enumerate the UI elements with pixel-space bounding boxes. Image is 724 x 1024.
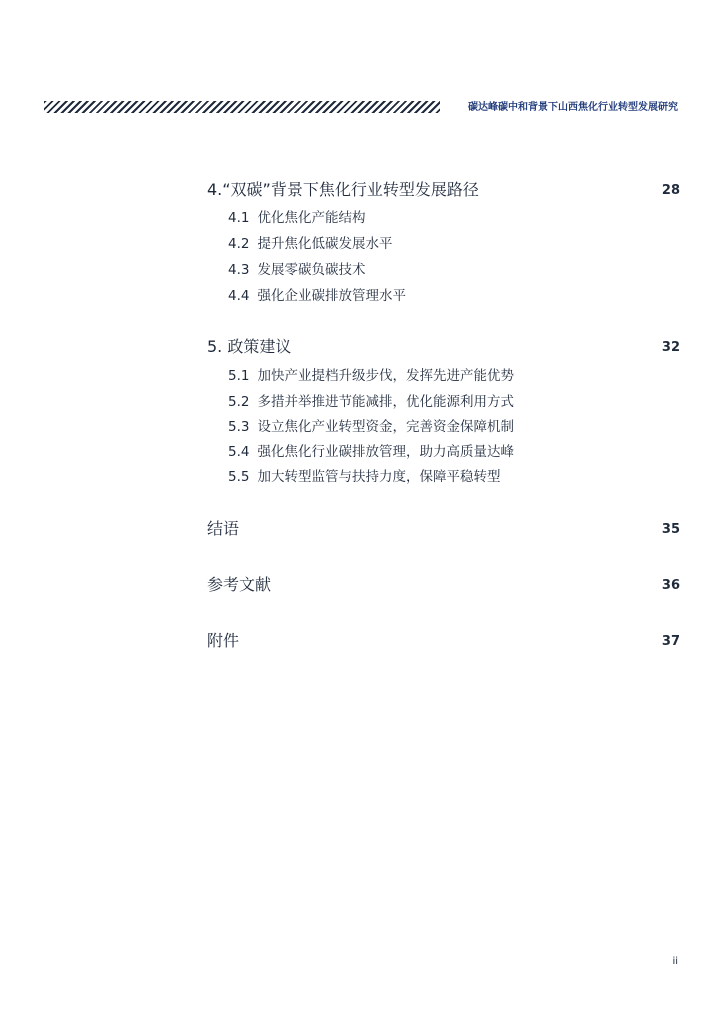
toc-item-text: 加快产业提档升级步伐，发挥先进产能优势 <box>257 368 514 384</box>
toc-item-number: 5.5 <box>228 469 250 485</box>
toc-item-number: 4.4 <box>228 288 250 304</box>
toc-item-text: 优化焦化产能结构 <box>257 210 366 226</box>
toc-item-text: 多措并举推进节能减排，优化能源利用方式 <box>257 394 514 410</box>
toc-chapter-5[interactable] <box>207 337 680 361</box>
toc-chapter-4[interactable] <box>207 180 680 204</box>
toc-references[interactable] <box>207 575 680 599</box>
toc-item-text: 强化焦化行业碳排放管理，助力高质量达峰 <box>257 444 514 460</box>
toc-page-number: 35 <box>661 522 680 537</box>
toc-item-5-5[interactable] <box>228 468 500 486</box>
toc-page-number: 37 <box>661 634 680 649</box>
toc-item-number: 5.1 <box>228 368 250 384</box>
toc-item-4-3[interactable] <box>228 261 365 279</box>
toc-chapter-title: 4.“双碳”背景下焦化行业转型发展路径 <box>207 180 479 199</box>
toc-chapter-title: 5. 政策建议 <box>207 337 292 356</box>
toc-item-4-2[interactable] <box>228 235 392 253</box>
toc-item-number: 5.3 <box>228 419 250 435</box>
toc-chapter-title: 附件 <box>207 631 240 650</box>
toc-item-5-4[interactable] <box>228 443 514 461</box>
toc-item-number: 5.4 <box>228 444 250 460</box>
toc-item-4-1[interactable] <box>228 209 365 227</box>
toc-item-text: 发展零碳负碳技术 <box>257 262 366 278</box>
toc-item-text: 提升焦化低碳发展水平 <box>257 236 393 252</box>
toc-item-number: 4.1 <box>228 210 250 226</box>
toc-item-number: 5.2 <box>228 394 250 410</box>
running-header-title: 碳达峰碳中和背景下山西焦化行业转型发展研究 <box>468 102 678 113</box>
page-number: ii <box>672 956 678 967</box>
toc-page-number: 28 <box>661 183 680 198</box>
toc-item-5-1[interactable] <box>228 367 514 385</box>
toc-page-number: 36 <box>661 578 680 593</box>
toc-appendix[interactable] <box>207 631 680 655</box>
toc-item-number: 4.2 <box>228 236 250 252</box>
header-stripe-decoration <box>44 101 440 113</box>
toc-item-number: 4.3 <box>228 262 250 278</box>
toc-item-5-3[interactable] <box>228 418 514 436</box>
toc-chapter-title: 结语 <box>207 519 240 538</box>
toc-page-number: 32 <box>661 340 680 355</box>
toc-item-4-4[interactable] <box>228 287 406 305</box>
toc-item-5-2[interactable] <box>228 393 514 411</box>
toc-item-text: 设立焦化产业转型资金，完善资金保障机制 <box>257 419 514 435</box>
toc-item-text: 强化企业碳排放管理水平 <box>257 288 406 304</box>
toc-conclusion[interactable] <box>207 519 680 543</box>
toc-chapter-title: 参考文献 <box>207 575 272 594</box>
toc-item-text: 加大转型监管与扶持力度，保障平稳转型 <box>257 469 501 485</box>
